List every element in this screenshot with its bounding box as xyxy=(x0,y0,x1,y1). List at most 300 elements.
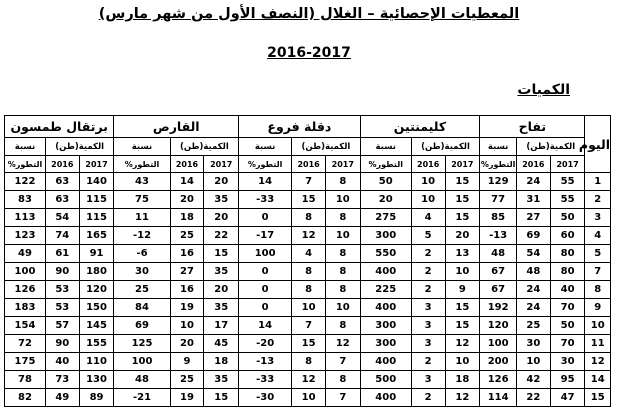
value-2016-cell xyxy=(517,281,551,299)
cell-value: 10 xyxy=(455,266,470,277)
value-2017-cell xyxy=(445,209,480,227)
cell-value: 15 xyxy=(214,392,229,403)
table-row xyxy=(5,281,611,299)
value-2017-cell xyxy=(79,317,114,335)
value-2017-cell xyxy=(325,227,360,245)
value-2017-cell xyxy=(204,245,239,263)
value-2017-cell xyxy=(445,191,480,209)
cell-value: 183 xyxy=(14,302,36,313)
cell-value: 90 xyxy=(55,338,70,349)
value-2016-cell xyxy=(45,209,79,227)
cell-value: 113 xyxy=(14,212,36,223)
value-2017-cell xyxy=(79,281,114,299)
cell-value: 9 xyxy=(183,356,191,367)
cell-value: 300 xyxy=(375,230,397,241)
cell-value: 18 xyxy=(455,374,470,385)
cell-value: 150 xyxy=(86,302,107,313)
cell-value: 100 xyxy=(131,356,153,367)
cell-value: -12 xyxy=(132,230,152,241)
cell-value: 300 xyxy=(375,338,397,349)
cell-value: 8 xyxy=(339,374,347,385)
pct-change-cell xyxy=(239,389,292,407)
pct-change-header: نسبة xyxy=(114,138,170,156)
cell-value: 8 xyxy=(305,266,313,277)
cell-value: 8 xyxy=(305,356,313,367)
pct-change-cell xyxy=(114,227,170,245)
pct-change-cell xyxy=(360,389,411,407)
cell-value: 550 xyxy=(375,248,397,259)
pct-change-cell xyxy=(239,245,292,263)
cell-value: 8 xyxy=(339,320,347,331)
value-2017-cell xyxy=(550,281,585,299)
value-2017-cell xyxy=(550,317,585,335)
season-label: 2016-2017 xyxy=(267,45,351,61)
value-2016-cell xyxy=(170,371,204,389)
cell-value: 15 xyxy=(455,176,470,187)
day-cell: 5 xyxy=(585,245,611,263)
cell-value: 22 xyxy=(214,230,229,241)
cell-value: 53 xyxy=(55,302,70,313)
pct-change-cell xyxy=(360,173,411,191)
cell-value: 100 xyxy=(14,266,36,277)
cell-value: 57 xyxy=(55,320,70,331)
cell-value: 14 xyxy=(258,176,273,187)
cell-value: 60 xyxy=(560,230,575,241)
cell-value: 31 xyxy=(526,194,541,205)
cell-value: 7 xyxy=(305,176,313,187)
pct-change-cell xyxy=(114,209,170,227)
value-2016-cell xyxy=(517,371,551,389)
cell-value: 25 xyxy=(180,374,194,385)
value-2017-cell xyxy=(325,299,360,317)
cell-value: 3 xyxy=(424,374,432,385)
value-2016-cell xyxy=(517,389,551,407)
pct-change-cell xyxy=(114,335,170,353)
value-2017-cell xyxy=(325,371,360,389)
value-2017-cell xyxy=(204,299,239,317)
value-2016-cell xyxy=(45,299,79,317)
value-2017-cell xyxy=(550,173,585,191)
cell-value: 72 xyxy=(18,338,32,349)
cell-value: 3 xyxy=(424,338,432,349)
cell-value: 90 xyxy=(55,266,70,277)
value-2016-cell xyxy=(517,299,551,317)
value-2017-cell xyxy=(550,389,585,407)
value-2017-cell xyxy=(79,335,114,353)
pct-change-cell xyxy=(360,317,411,335)
value-2016-cell xyxy=(411,263,445,281)
value-2016-cell xyxy=(170,209,204,227)
table-row xyxy=(5,335,611,353)
pct-change-cell xyxy=(5,317,46,335)
cell-value: 20 xyxy=(214,176,229,187)
value-2017-cell xyxy=(445,263,480,281)
value-2017-cell xyxy=(325,173,360,191)
cell-value: 15 xyxy=(301,194,316,205)
cell-value: 14 xyxy=(258,320,273,331)
cell-value: 78 xyxy=(18,374,32,385)
value-2017-cell xyxy=(79,227,114,245)
cell-value: 123 xyxy=(14,230,36,241)
value-2017-cell xyxy=(550,299,585,317)
value-2017-cell xyxy=(204,317,239,335)
cell-value: 95 xyxy=(560,374,575,385)
value-2016-cell xyxy=(292,281,326,299)
pct-change-cell xyxy=(114,353,170,371)
cell-value: 2 xyxy=(424,284,432,295)
header-row-years xyxy=(5,156,611,173)
pct-change-cell xyxy=(239,227,292,245)
value-2017-cell xyxy=(325,263,360,281)
value-2016-cell xyxy=(45,389,79,407)
cell-value: 48 xyxy=(491,248,506,259)
cell-value: 69 xyxy=(526,230,541,241)
cell-value: 17 xyxy=(214,320,229,331)
cell-value: 40 xyxy=(560,284,575,295)
cell-value: 120 xyxy=(487,320,509,331)
quantity-header: الكمية(طن) xyxy=(292,138,360,156)
value-2017-cell xyxy=(204,227,239,245)
table-row xyxy=(5,263,611,281)
cell-value: 155 xyxy=(86,338,107,349)
pct-change-cell xyxy=(5,227,46,245)
value-2016-cell xyxy=(517,173,551,191)
value-2017-cell xyxy=(445,281,480,299)
table-body xyxy=(5,116,611,407)
pct-change-cell xyxy=(480,245,517,263)
pct-change-cell xyxy=(5,209,46,227)
pct-change-cell xyxy=(5,281,46,299)
cell-value: -17 xyxy=(256,230,275,241)
year-2016-header: 2016 xyxy=(45,156,79,173)
cell-value: 15 xyxy=(455,212,470,223)
cell-value: 75 xyxy=(135,194,149,205)
value-2017-cell xyxy=(550,371,585,389)
quantities-table xyxy=(4,115,611,407)
pct-change-cell xyxy=(480,191,517,209)
cell-value: -21 xyxy=(132,392,152,403)
value-2016-cell xyxy=(45,281,79,299)
pct-change-cell xyxy=(114,371,170,389)
pct-change-cell xyxy=(360,371,411,389)
value-2016-cell xyxy=(411,209,445,227)
value-2017-cell xyxy=(79,263,114,281)
year-2016-header: 2016 xyxy=(170,156,204,173)
cell-value: 4 xyxy=(305,248,313,259)
cell-value: 18 xyxy=(214,356,229,367)
cell-value: 10 xyxy=(301,302,316,313)
value-2016-cell xyxy=(411,371,445,389)
cell-value: 80 xyxy=(560,266,575,277)
cell-value: -33 xyxy=(256,194,275,205)
pct-change-cell xyxy=(360,209,411,227)
cell-value: 3 xyxy=(424,302,432,313)
year-2017-header: 2017 xyxy=(550,156,585,173)
pct-change-cell xyxy=(114,317,170,335)
cell-value: 85 xyxy=(491,212,506,223)
cell-value: 48 xyxy=(526,266,541,277)
cell-value: 54 xyxy=(55,212,70,223)
value-2016-cell xyxy=(411,173,445,191)
value-2017-cell xyxy=(325,191,360,209)
value-2016-cell xyxy=(170,335,204,353)
table-row xyxy=(5,389,611,407)
pct-change-cell xyxy=(239,263,292,281)
cell-value: 4 xyxy=(424,212,432,223)
cell-value: 8 xyxy=(339,284,347,295)
value-2016-cell xyxy=(517,245,551,263)
cell-value: -33 xyxy=(256,374,275,385)
header-row-products xyxy=(5,116,611,138)
quantity-header: الكمية(طن) xyxy=(45,138,113,156)
pct-change-cell xyxy=(239,191,292,209)
pct-change-cell xyxy=(360,335,411,353)
cell-value: 130 xyxy=(86,374,107,385)
cell-value: 3 xyxy=(424,320,432,331)
pct-change-cell xyxy=(480,371,517,389)
pct-change-cell xyxy=(480,173,517,191)
cell-value: 45 xyxy=(214,338,229,349)
pct-change-cell xyxy=(239,173,292,191)
cell-value: 49 xyxy=(18,248,32,259)
value-2017-cell xyxy=(550,263,585,281)
year-2017-header: 2017 xyxy=(79,156,114,173)
cell-value: 20 xyxy=(214,284,229,295)
value-2017-cell xyxy=(445,389,480,407)
value-2016-cell xyxy=(170,227,204,245)
day-cell: 1 xyxy=(585,173,611,191)
day-header: اليوم xyxy=(585,116,611,173)
value-2016-cell xyxy=(517,335,551,353)
value-2016-cell xyxy=(292,353,326,371)
day-cell: 3 xyxy=(585,209,611,227)
table-row xyxy=(5,173,611,191)
pct-change-cell xyxy=(5,389,46,407)
cell-value: 500 xyxy=(375,374,397,385)
value-2017-cell xyxy=(204,389,239,407)
value-2016-cell xyxy=(45,173,79,191)
cell-value: 25 xyxy=(526,320,541,331)
cell-value: 0 xyxy=(261,212,269,223)
pct-change-header: التطور% xyxy=(360,156,411,173)
cell-value: 69 xyxy=(135,320,149,331)
cell-value: 16 xyxy=(180,284,194,295)
product-header: دقلة فروع xyxy=(239,116,361,138)
cell-value: 0 xyxy=(261,302,269,313)
value-2016-cell xyxy=(45,353,79,371)
cell-value: 7 xyxy=(305,320,313,331)
cell-value: 300 xyxy=(375,320,397,331)
value-2016-cell xyxy=(170,281,204,299)
cell-value: 77 xyxy=(491,194,506,205)
cell-value: 126 xyxy=(487,374,509,385)
value-2017-cell xyxy=(204,353,239,371)
pct-change-header: نسبة xyxy=(360,138,411,156)
pct-change-cell xyxy=(5,335,46,353)
cell-value: 24 xyxy=(526,284,541,295)
cell-value: 140 xyxy=(86,176,107,187)
year-2016-header: 2016 xyxy=(292,156,326,173)
value-2016-cell xyxy=(170,299,204,317)
value-2016-cell xyxy=(292,335,326,353)
pct-change-cell xyxy=(480,263,517,281)
value-2017-cell xyxy=(79,191,114,209)
cell-value: 192 xyxy=(487,302,509,313)
header-row-measures xyxy=(5,138,611,156)
cell-value: 10 xyxy=(526,356,541,367)
cell-value: 122 xyxy=(14,176,36,187)
cell-value: 22 xyxy=(526,392,541,403)
pct-change-cell xyxy=(5,299,46,317)
value-2016-cell xyxy=(411,227,445,245)
pct-change-cell xyxy=(239,371,292,389)
value-2016-cell xyxy=(292,317,326,335)
cell-value: 0 xyxy=(261,266,269,277)
cell-value: 27 xyxy=(526,212,541,223)
cell-value: 8 xyxy=(305,284,313,295)
pct-change-cell xyxy=(360,227,411,245)
value-2017-cell xyxy=(445,173,480,191)
pct-change-cell xyxy=(5,371,46,389)
value-2017-cell xyxy=(204,263,239,281)
pct-change-cell xyxy=(239,209,292,227)
cell-value: -13 xyxy=(489,230,508,241)
cell-value: 120 xyxy=(86,284,107,295)
cell-value: 129 xyxy=(487,176,509,187)
value-2017-cell xyxy=(325,281,360,299)
value-2017-cell xyxy=(445,353,480,371)
value-2016-cell xyxy=(292,173,326,191)
pct-change-cell xyxy=(114,173,170,191)
pct-change-cell xyxy=(114,299,170,317)
year-2017-header: 2017 xyxy=(204,156,239,173)
cell-value: 114 xyxy=(487,392,509,403)
pct-change-cell xyxy=(360,263,411,281)
pct-change-cell xyxy=(480,353,517,371)
pct-change-cell xyxy=(114,245,170,263)
cell-value: 125 xyxy=(131,338,153,349)
cell-value: 40 xyxy=(55,356,70,367)
table-row xyxy=(5,353,611,371)
cell-value: 73 xyxy=(55,374,70,385)
cell-value: 180 xyxy=(86,266,107,277)
cell-value: 9 xyxy=(458,284,466,295)
value-2016-cell xyxy=(292,191,326,209)
cell-value: 91 xyxy=(89,248,104,259)
value-2017-cell xyxy=(550,245,585,263)
cell-value: 55 xyxy=(560,194,575,205)
value-2017-cell xyxy=(445,335,480,353)
cell-value: 20 xyxy=(180,338,194,349)
cell-value: 25 xyxy=(135,284,149,295)
cell-value: 2 xyxy=(424,356,432,367)
value-2016-cell xyxy=(517,227,551,245)
cell-value: 19 xyxy=(180,302,194,313)
cell-value: 16 xyxy=(180,248,194,259)
quantity-header: الكمية(طن) xyxy=(411,138,479,156)
cell-value: 15 xyxy=(214,248,229,259)
cell-value: 84 xyxy=(135,302,149,313)
pct-change-cell xyxy=(360,191,411,209)
cell-value: 49 xyxy=(55,392,70,403)
cell-value: 54 xyxy=(526,248,541,259)
pct-change-cell xyxy=(480,299,517,317)
cell-value: 50 xyxy=(378,176,393,187)
pct-change-cell xyxy=(480,227,517,245)
day-cell: 12 xyxy=(585,353,611,371)
cell-value: 8 xyxy=(339,266,347,277)
day-cell: 14 xyxy=(585,371,611,389)
cell-value: 400 xyxy=(375,302,397,313)
pct-change-cell xyxy=(114,389,170,407)
pct-change-cell xyxy=(239,335,292,353)
value-2016-cell xyxy=(517,209,551,227)
pct-change-cell xyxy=(5,353,46,371)
table-row xyxy=(5,317,611,335)
cell-value: 80 xyxy=(560,248,575,259)
value-2016-cell xyxy=(411,299,445,317)
cell-value: 8 xyxy=(305,212,313,223)
value-2017-cell xyxy=(445,299,480,317)
pct-change-cell xyxy=(114,263,170,281)
page-title: المعطيات الإحصائية – الغلال (النصف الأول من شهر مارس) xyxy=(98,6,520,22)
value-2016-cell xyxy=(411,281,445,299)
cell-value: 63 xyxy=(55,176,70,187)
pct-change-cell xyxy=(480,281,517,299)
pct-change-cell xyxy=(239,299,292,317)
cell-value: 24 xyxy=(526,176,541,187)
cell-value: -6 xyxy=(136,248,148,259)
cell-value: 82 xyxy=(18,392,32,403)
cell-value: 115 xyxy=(86,194,107,205)
cell-value: 42 xyxy=(526,374,541,385)
cell-value: 12 xyxy=(301,230,316,241)
cell-value: 10 xyxy=(335,230,350,241)
cell-value: -30 xyxy=(256,392,275,403)
cell-value: 74 xyxy=(55,230,70,241)
value-2016-cell xyxy=(170,353,204,371)
cell-value: 100 xyxy=(254,248,276,259)
product-header: القارص xyxy=(114,116,239,138)
value-2017-cell xyxy=(79,245,114,263)
cell-value: 10 xyxy=(180,320,194,331)
cell-value: 43 xyxy=(135,176,149,187)
value-2016-cell xyxy=(517,263,551,281)
value-2017-cell xyxy=(325,335,360,353)
cell-value: 67 xyxy=(491,284,506,295)
cell-value: 15 xyxy=(455,320,470,331)
year-2017-header: 2017 xyxy=(445,156,480,173)
value-2017-cell xyxy=(79,299,114,317)
pct-change-cell xyxy=(480,335,517,353)
value-2016-cell xyxy=(170,263,204,281)
cell-value: 175 xyxy=(14,356,36,367)
value-2016-cell xyxy=(411,353,445,371)
cell-value: 70 xyxy=(560,338,575,349)
table-row xyxy=(5,191,611,209)
cell-value: 10 xyxy=(421,176,436,187)
year-2016-header: 2016 xyxy=(517,156,551,173)
value-2017-cell xyxy=(79,389,114,407)
cell-value: 15 xyxy=(301,338,316,349)
pct-change-cell xyxy=(480,209,517,227)
value-2017-cell xyxy=(325,389,360,407)
value-2017-cell xyxy=(550,353,585,371)
cell-value: 18 xyxy=(180,212,194,223)
quantity-header: الكمية(طن) xyxy=(170,138,238,156)
value-2017-cell xyxy=(204,191,239,209)
cell-value: 2 xyxy=(424,392,432,403)
